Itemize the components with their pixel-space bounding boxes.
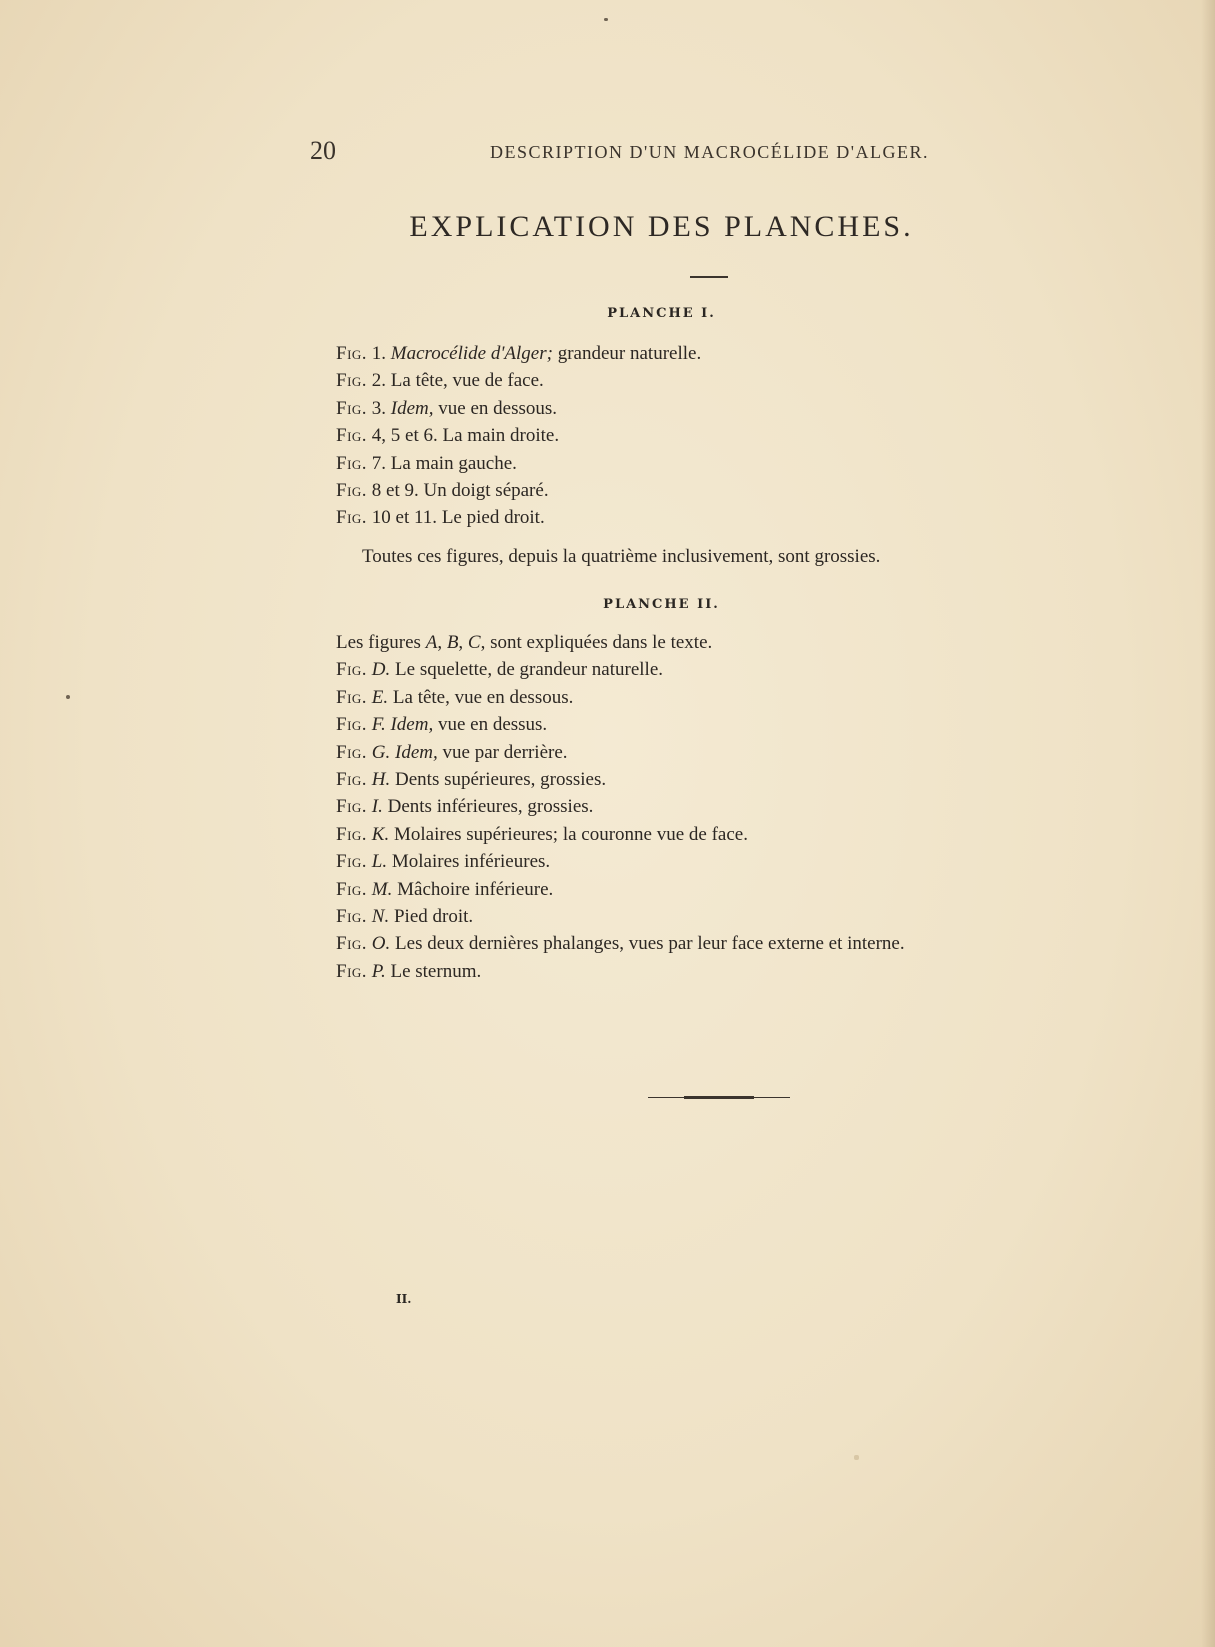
running-title: DESCRIPTION D'UN MACROCÉLIDE D'ALGER. (490, 142, 929, 162)
figure-entry (336, 848, 905, 875)
figure-ref: H. (371, 768, 391, 790)
figure-label: Fig. (336, 397, 368, 419)
figure-desc-italic: Idem, (395, 741, 438, 763)
intro-text: Les figures (336, 632, 426, 653)
figure-desc-italic: Idem, (390, 714, 434, 736)
figure-ref: 7. (371, 452, 387, 474)
figure-label: Fig. (336, 823, 368, 845)
figure-ref-b: B (446, 632, 459, 653)
figure-label: Fig. (336, 796, 368, 818)
figure-label: Fig. (336, 905, 368, 927)
figure-label: Fig. (336, 714, 368, 736)
figure-label: Fig. (336, 370, 368, 392)
figure-desc: Le squelette, de grandeur naturelle. (395, 659, 664, 681)
title-rule (690, 276, 728, 278)
figure-desc: Les deux dernières phalanges, vues par leur face externe et interne. (395, 933, 905, 955)
figure-ref: 3. (371, 397, 387, 419)
figure-desc: vue en dessous. (433, 397, 558, 419)
plate-heading-1: PLANCHE I. (607, 306, 716, 321)
closing-ornament-rule (648, 1096, 790, 1099)
figure-label: Fig. (336, 768, 368, 790)
figure-desc-italic: Macrocélide d'Alger; (390, 343, 553, 364)
figure-desc: Mâchoire inférieure. (397, 878, 554, 900)
figure-label: Fig. (336, 851, 368, 873)
figure-ref: M. (371, 878, 393, 900)
figure-ref: E. (371, 686, 389, 708)
figure-desc: vue en dessus. (433, 714, 548, 736)
figure-entry (336, 367, 701, 394)
figure-entry (336, 477, 701, 504)
running-head (0, 136, 1215, 166)
main-title: EXPLICATION DES PLANCHES. (409, 210, 914, 243)
plate-heading-2: PLANCHE II. (603, 597, 720, 612)
figure-desc: Un doigt séparé. (423, 479, 549, 501)
figure-desc: grandeur naturelle. (552, 343, 702, 364)
paper-speck (66, 695, 70, 699)
figure-desc: Molaires supérieures; la couronne vue de face. (393, 823, 748, 845)
figure-desc: vue par derrière. (437, 741, 568, 763)
figure-entry (336, 450, 701, 477)
figure-label: Fig. (336, 933, 368, 955)
plate-2-intro: Les figures A, B, C, sont expliquées dans le texte. (336, 632, 713, 653)
figure-entry (336, 958, 905, 985)
figure-ref-c: C (467, 632, 481, 653)
figure-label: Fig. (336, 878, 368, 900)
figure-ref: L. (371, 851, 388, 873)
page-number: 20 (310, 136, 336, 165)
figure-entry (336, 821, 905, 848)
figure-ref: F. (371, 714, 386, 736)
figure-ref: 1. (371, 343, 387, 364)
figure-label: Fig. (336, 479, 368, 501)
figure-label: Fig. (336, 659, 368, 681)
figure-entry (336, 711, 905, 738)
figure-entry (336, 684, 905, 711)
figure-label: Fig. (336, 343, 368, 364)
figure-desc: Dents inférieures, grossies. (387, 796, 594, 818)
figure-entry (336, 656, 905, 683)
paper-speck (854, 1455, 859, 1460)
figure-desc-italic: Idem, (390, 397, 434, 419)
figure-entry (336, 395, 701, 422)
figure-desc: Pied droit. (393, 905, 474, 927)
figure-desc: La main gauche. (390, 452, 517, 474)
figure-label: Fig. (336, 507, 368, 529)
figure-entry (336, 903, 905, 930)
figure-ref: N. (371, 905, 390, 927)
paper-speck (604, 18, 608, 21)
figure-label: Fig. (336, 425, 368, 447)
figure-entry (336, 504, 701, 531)
figure-ref: I. (371, 796, 383, 818)
plate-1-note: Toutes ces figures, depuis la quatrième inclusivement, sont grossies. (362, 546, 881, 567)
figure-entry (336, 766, 905, 793)
figure-entry (336, 340, 701, 367)
figure-ref-a: A (425, 632, 438, 653)
intro-text-end: , sont expliquées dans le texte. (480, 632, 713, 653)
figure-entry (336, 930, 905, 957)
figure-desc: La main droite. (442, 425, 560, 447)
figure-ref: 2. (371, 370, 387, 392)
figure-label: Fig. (336, 686, 368, 708)
signature-mark: II. (396, 1292, 412, 1306)
figure-desc: Le pied droit. (441, 507, 545, 529)
figure-desc: Molaires inférieures. (391, 851, 551, 873)
figure-label: Fig. (336, 741, 368, 763)
figure-label: Fig. (336, 452, 368, 474)
figure-desc: La tête, vue en dessous. (392, 686, 574, 708)
figure-entry (336, 793, 905, 820)
figure-desc: Le sternum. (390, 960, 482, 982)
plate-2-figure-list (336, 629, 905, 985)
figure-entry (336, 739, 905, 766)
figure-ref: P. (371, 960, 386, 982)
figure-ref: 8 et 9. (371, 479, 419, 501)
figure-entry (336, 876, 905, 903)
plate-1-figure-list (336, 340, 701, 532)
figure-ref: D. (371, 659, 391, 681)
figure-ref: O. (371, 933, 391, 955)
figure-ref: 4, 5 et 6. (371, 425, 438, 447)
figure-entry (336, 422, 701, 449)
figure-ref: G. (371, 741, 391, 763)
figure-desc: La tête, vue de face. (390, 370, 544, 392)
figure-desc: Dents supérieures, grossies. (395, 768, 607, 790)
figure-ref: K. (371, 823, 390, 845)
figure-ref: 10 et 11. (371, 507, 438, 529)
figure-label: Fig. (336, 960, 368, 982)
